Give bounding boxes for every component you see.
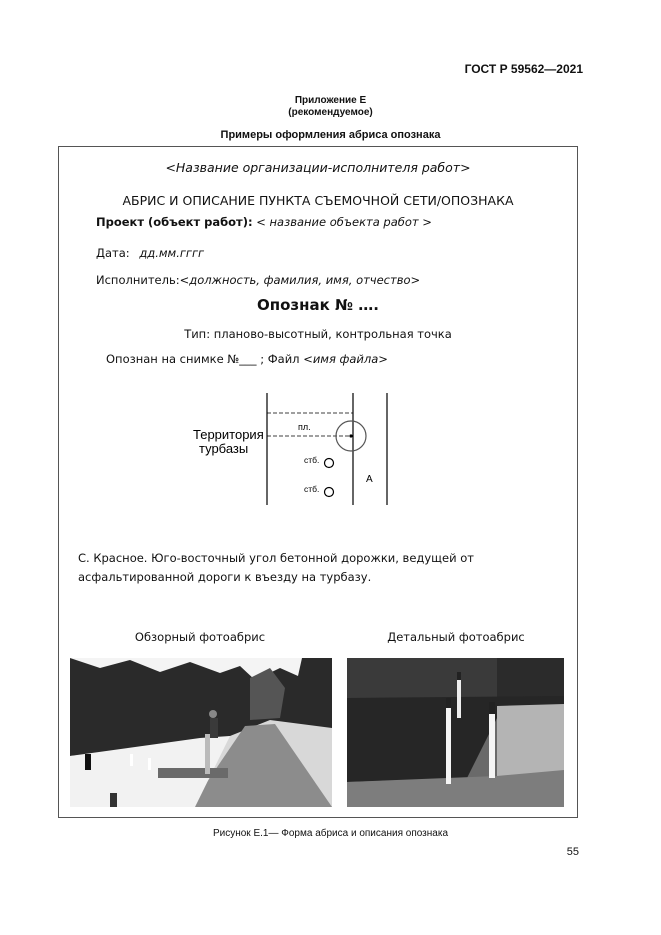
appendix-heading: Примеры оформления абриса опознака [220, 129, 441, 141]
detail-photo [347, 658, 564, 807]
project-value: < название объекта работ > [252, 215, 432, 229]
post2-marker [325, 488, 334, 497]
snapshot-label: Опознан на снимке №___ [106, 352, 257, 366]
overview-photo [70, 658, 332, 807]
post1-marker [325, 459, 334, 468]
post2-label: стб. [304, 484, 320, 494]
project-line [96, 215, 432, 229]
form-title: АБРИС И ОПИСАНИЕ ПУНКТА СЪЕМОЧНОЙ СЕТИ/ОПОЗНАКА [122, 193, 514, 208]
territory-line1: Территория [193, 427, 264, 442]
opoznak-title: Опознак № …. [257, 296, 379, 314]
territory-line2: турбазы [199, 441, 249, 456]
appendix-title: Приложение Е [294, 95, 367, 106]
appendix-subtitle: (рекомендуемое) [288, 107, 373, 118]
pl-label: пл. [298, 422, 311, 432]
page-number: 55 [566, 846, 579, 858]
file-label: ; Файл [256, 352, 304, 366]
org-name: <Название организации-исполнителя работ> [165, 160, 471, 175]
project-label: Проект (объект работ): [96, 215, 253, 229]
file-value: <имя файла> [303, 352, 388, 366]
point-type: Тип: планово-высотный, контрольная точка [184, 327, 452, 341]
post1-label: стб. [304, 455, 320, 465]
executor-value: <должность, фамилия, имя, отчество> [179, 273, 421, 287]
road-label: А [366, 474, 373, 485]
location-description: С. Красное. Юго-восточный угол бетонной дорожки, ведущей от асфальтированной дороги к въезду на турбазу. [78, 551, 474, 584]
date-line [96, 246, 204, 260]
pl-center-dot [349, 434, 352, 437]
executor-line [96, 273, 420, 287]
date-label: Дата: [96, 246, 130, 260]
overview-caption: Обзорный фотоабрис [134, 630, 266, 644]
standard-code: ГОСТ Р 59562—2021 [464, 62, 583, 76]
sketch-diagram [180, 385, 420, 515]
executor-label: Исполнитель: [96, 273, 180, 287]
date-value: дд.мм.гггг [139, 246, 205, 260]
figure-caption: Рисунок Е.1— Форма абриса и описания опознака [212, 828, 449, 839]
detail-caption: Детальный фотоабрис [387, 630, 525, 644]
snapshot-line [106, 352, 388, 366]
